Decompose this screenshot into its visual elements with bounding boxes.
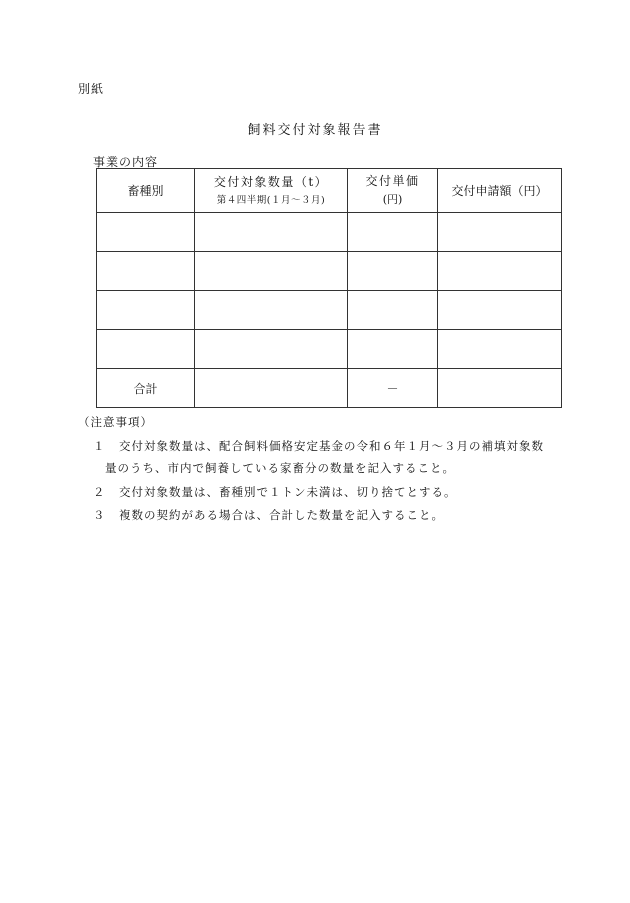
cell-quantity[interactable]	[195, 330, 348, 369]
total-unit-price: －	[348, 369, 438, 408]
cell-quantity[interactable]	[195, 252, 348, 291]
header-amount-label: 交付申請額（円）	[451, 184, 548, 198]
total-label: 合計	[97, 369, 195, 408]
notes-heading: （注意事項）	[78, 415, 153, 429]
cell-unit-price[interactable]	[348, 291, 438, 330]
cell-amount[interactable]	[438, 213, 562, 252]
cell-quantity[interactable]	[195, 291, 348, 330]
table-total-row	[97, 369, 562, 408]
note-number: １	[93, 439, 106, 453]
header-quantity-period: 第４四半期(１月～３月)	[216, 194, 326, 206]
header-quantity-label: 交付対象数量（t）	[213, 174, 329, 189]
header-amount	[438, 169, 562, 213]
table-row	[97, 291, 562, 330]
document-title: 飼料交付対象報告書	[247, 123, 383, 138]
cell-unit-price[interactable]	[348, 252, 438, 291]
header-unit-price-label: 交付単価	[365, 174, 420, 188]
cell-amount[interactable]	[438, 291, 562, 330]
header-quantity	[195, 169, 348, 213]
header-unit-price-unit: (円)	[382, 193, 403, 206]
header-livestock-type	[97, 169, 195, 213]
header-unit-price	[348, 169, 438, 213]
note-text: 量のうち、市内で飼養している家畜分の数量を記入すること。	[105, 461, 455, 475]
note-item-1-continuation	[105, 460, 455, 476]
table-row	[97, 213, 562, 252]
section-label: 事業の内容	[93, 155, 159, 169]
table-row	[97, 252, 562, 291]
cell-amount[interactable]	[438, 252, 562, 291]
note-number: ３	[93, 508, 106, 522]
report-table	[96, 168, 562, 408]
note-item-2	[93, 484, 457, 500]
note-text: 交付対象数量は、畜種別で１トン未満は、切り捨てとする。	[119, 485, 457, 499]
table-header-row	[97, 169, 562, 213]
note-text: 交付対象数量は、配合飼料価格安定基金の令和６年１月～３月の補填対象数	[119, 439, 544, 453]
cell-unit-price[interactable]	[348, 213, 438, 252]
header-livestock-type-label: 畜種別	[127, 184, 164, 198]
cell-quantity[interactable]	[195, 213, 348, 252]
cell-livestock-type[interactable]	[97, 330, 195, 369]
note-item-3	[93, 507, 444, 523]
note-number: ２	[93, 485, 106, 499]
attachment-label: 別紙	[78, 82, 105, 96]
note-item-1	[93, 438, 544, 454]
cell-livestock-type[interactable]	[97, 291, 195, 330]
total-quantity[interactable]	[195, 369, 348, 408]
cell-unit-price[interactable]	[348, 330, 438, 369]
table-row	[97, 330, 562, 369]
total-amount[interactable]	[438, 369, 562, 408]
cell-livestock-type[interactable]	[97, 252, 195, 291]
cell-livestock-type[interactable]	[97, 213, 195, 252]
note-text: 複数の契約がある場合は、合計した数量を記入すること。	[119, 508, 444, 522]
cell-amount[interactable]	[438, 330, 562, 369]
